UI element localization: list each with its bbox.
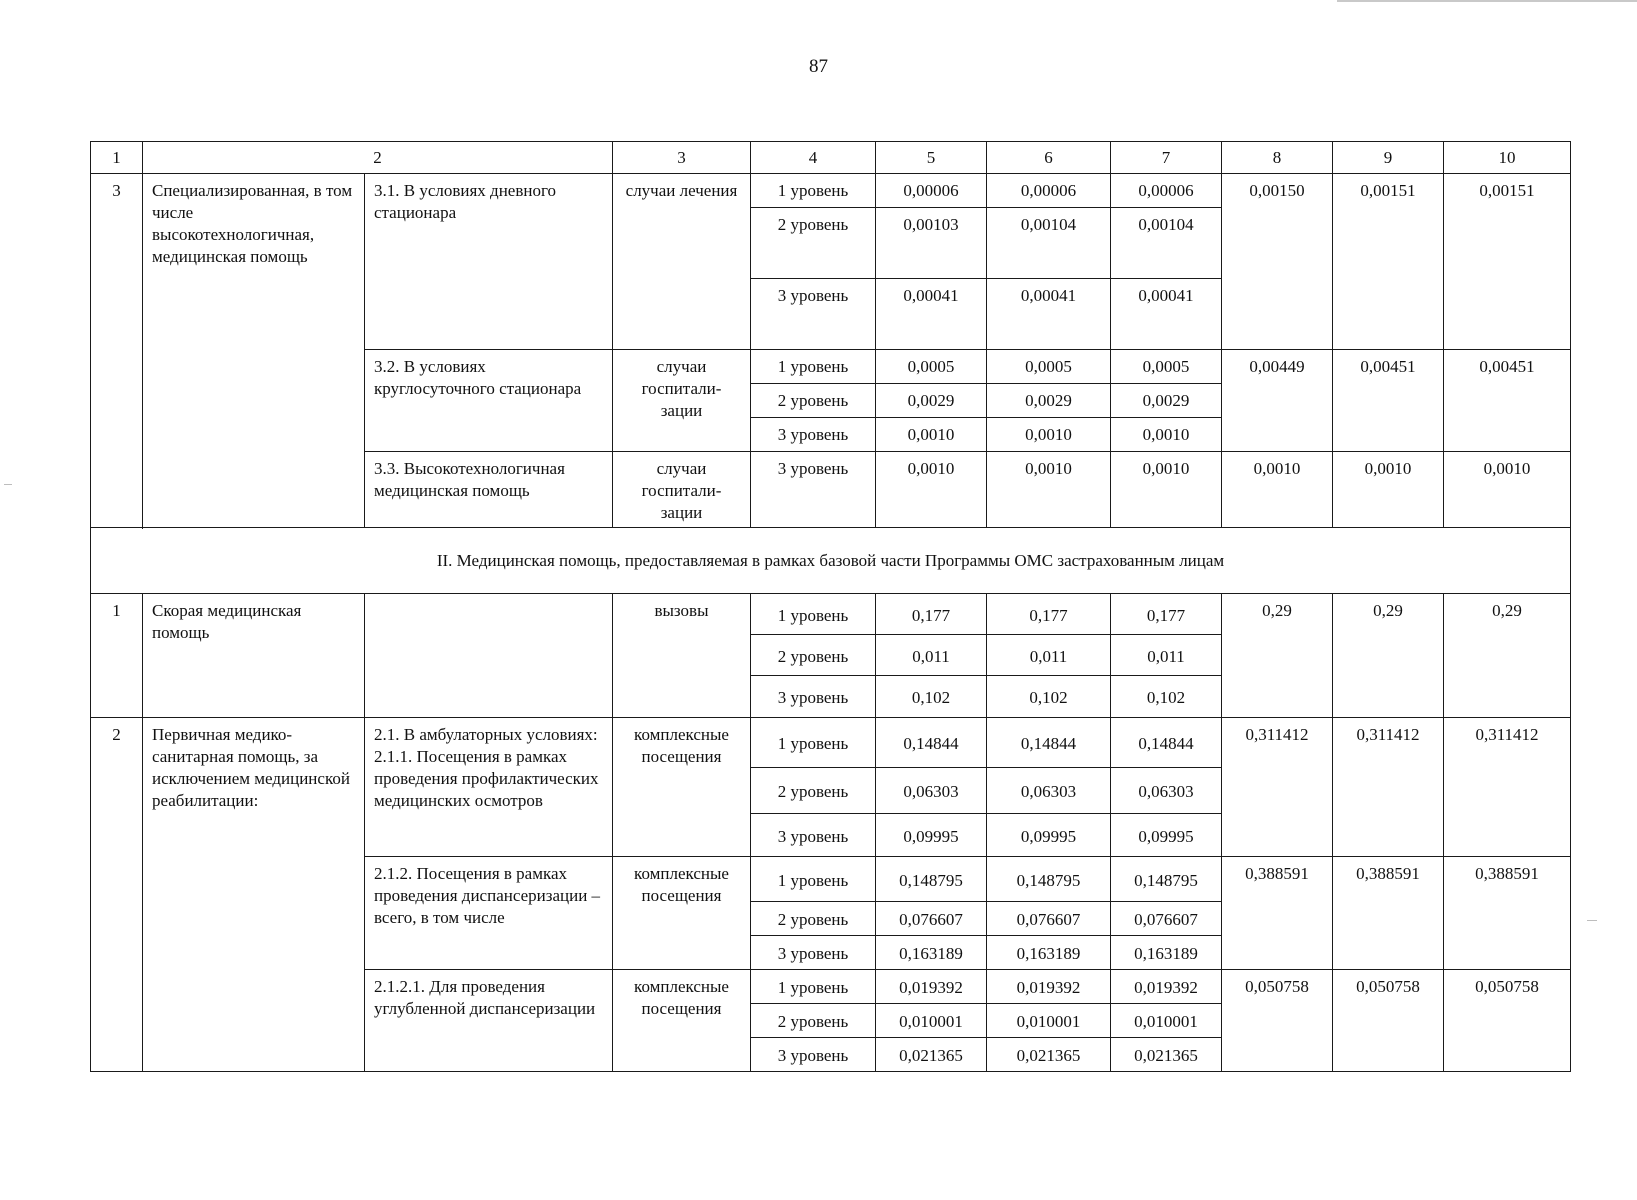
level-label: 2 уровень [751, 1004, 876, 1038]
value-cell: 0,00006 [987, 174, 1111, 208]
value-cell: 0,00451 [1444, 350, 1571, 452]
unit-of-measure: комплексные посещения [613, 857, 751, 970]
value-cell: 0,311412 [1222, 718, 1333, 857]
value-cell: 0,00449 [1222, 350, 1333, 452]
value-cell: 0,29 [1222, 594, 1333, 718]
level-label: 2 уровень [751, 768, 876, 814]
value-cell: 0,177 [1111, 594, 1222, 635]
unit-of-measure: комплексные посещения [613, 970, 751, 1072]
value-cell: 0,388591 [1333, 857, 1444, 970]
value-cell: 0,050758 [1333, 970, 1444, 1072]
value-cell: 0,050758 [1444, 970, 1571, 1072]
header-cell: 6 [987, 142, 1111, 174]
value-cell: 0,00104 [1111, 208, 1222, 279]
care-type-name: Первичная медико-санитарная помощь, за исключением медицинской реабилитации: [143, 718, 365, 1072]
level-label: 3 уровень [751, 418, 876, 452]
header-row [91, 142, 1571, 174]
value-cell: 0,010001 [876, 1004, 987, 1038]
value-cell: 0,0010 [1222, 452, 1333, 528]
row-number: 1 [91, 594, 143, 718]
page-number: 87 [809, 56, 828, 77]
unit-of-measure: случаи госпитали-зации [613, 350, 751, 452]
value-cell: 0,148795 [987, 857, 1111, 902]
header-cell: 4 [751, 142, 876, 174]
value-cell: 0,14844 [987, 718, 1111, 768]
value-cell: 0,102 [876, 676, 987, 718]
value-cell: 0,021365 [876, 1038, 987, 1072]
scan-edge-mark [1587, 920, 1597, 921]
value-cell: 0,00103 [876, 208, 987, 279]
level-label: 1 уровень [751, 350, 876, 384]
value-cell: 0,388591 [1444, 857, 1571, 970]
value-cell: 0,0005 [987, 350, 1111, 384]
value-cell: 0,163189 [876, 936, 987, 970]
header-cell: 2 [143, 142, 613, 174]
value-cell: 0,010001 [1111, 1004, 1222, 1038]
unit-of-measure: вызовы [613, 594, 751, 718]
value-cell: 0,0010 [1111, 418, 1222, 452]
value-cell: 0,0010 [876, 452, 987, 528]
care-volume-table [90, 141, 1571, 1072]
table-row [91, 718, 1571, 768]
value-cell: 0,00041 [987, 279, 1111, 350]
value-cell: 0,0029 [1111, 384, 1222, 418]
scan-edge-mark [4, 484, 12, 485]
value-cell: 0,0029 [987, 384, 1111, 418]
level-label: 3 уровень [751, 936, 876, 970]
value-cell: 0,00104 [987, 208, 1111, 279]
header-cell: 9 [1333, 142, 1444, 174]
value-cell: 0,021365 [1111, 1038, 1222, 1072]
value-cell: 0,29 [1444, 594, 1571, 718]
value-cell: 0,076607 [987, 902, 1111, 936]
header-cell: 1 [91, 142, 143, 174]
care-subtype-heading: 2.1. В амбулаторных условиях: [374, 725, 598, 744]
value-cell: 0,0010 [1444, 452, 1571, 528]
value-cell: 0,050758 [1222, 970, 1333, 1072]
level-label: 3 уровень [751, 279, 876, 350]
value-cell: 0,06303 [876, 768, 987, 814]
care-type-name: Специализированная, в том числе высокотехнологичная, медицинская помощь [143, 174, 365, 528]
value-cell: 0,0029 [876, 384, 987, 418]
level-label: 2 уровень [751, 635, 876, 676]
level-label: 3 уровень [751, 452, 876, 528]
value-cell: 0,0010 [987, 452, 1111, 528]
value-cell: 0,076607 [1111, 902, 1222, 936]
value-cell: 0,09995 [1111, 814, 1222, 857]
level-label: 2 уровень [751, 384, 876, 418]
value-cell: 0,311412 [1444, 718, 1571, 857]
table-row [91, 174, 1571, 208]
care-subtype-name: 3.1. В условиях дневного стационара [365, 174, 613, 350]
value-cell: 0,388591 [1222, 857, 1333, 970]
table-row [91, 594, 1571, 635]
value-cell: 0,00006 [876, 174, 987, 208]
value-cell: 0,0010 [987, 418, 1111, 452]
value-cell: 0,102 [1111, 676, 1222, 718]
level-label: 1 уровень [751, 594, 876, 635]
value-cell: 0,06303 [987, 768, 1111, 814]
care-subtype-name: 2.1.2. Посещения в рамках проведения диспансеризации – всего, в том числе [365, 857, 613, 970]
value-cell: 0,177 [876, 594, 987, 635]
level-label: 3 уровень [751, 814, 876, 857]
unit-of-measure: комплексные посещения [613, 718, 751, 857]
level-label: 1 уровень [751, 174, 876, 208]
header-cell: 5 [876, 142, 987, 174]
value-cell: 0,29 [1333, 594, 1444, 718]
value-cell: 0,019392 [1111, 970, 1222, 1004]
scan-edge-mark [1337, 0, 1637, 2]
header-cell: 7 [1111, 142, 1222, 174]
level-label: 1 уровень [751, 857, 876, 902]
section-title: II. Медицинская помощь, предоставляемая в рамках базовой части Программы ОМС застрахованным лицам [91, 528, 1571, 594]
value-cell: 0,019392 [987, 970, 1111, 1004]
unit-of-measure: случаи госпитали-зации [613, 452, 751, 528]
care-type-name: Скорая медицинская помощь [143, 594, 365, 718]
care-subtype-name: 3.3. Высокотехнологичная медицинская помощь [365, 452, 613, 528]
care-subtype-name [365, 594, 613, 718]
care-subtype-name [365, 718, 613, 857]
value-cell: 0,011 [1111, 635, 1222, 676]
value-cell: 0,00041 [876, 279, 987, 350]
value-cell: 0,011 [876, 635, 987, 676]
value-cell: 0,019392 [876, 970, 987, 1004]
value-cell: 0,0010 [1333, 452, 1444, 528]
value-cell: 0,076607 [876, 902, 987, 936]
value-cell: 0,00150 [1222, 174, 1333, 350]
care-subtype-name: 3.2. В условиях круглосуточного стационара [365, 350, 613, 452]
value-cell: 0,0005 [1111, 350, 1222, 384]
value-cell: 0,148795 [1111, 857, 1222, 902]
value-cell: 0,00151 [1333, 174, 1444, 350]
value-cell: 0,00451 [1333, 350, 1444, 452]
value-cell: 0,14844 [876, 718, 987, 768]
level-label: 3 уровень [751, 676, 876, 718]
value-cell: 0,00151 [1444, 174, 1571, 350]
value-cell: 0,0010 [1111, 452, 1222, 528]
unit-of-measure: случаи лечения [613, 174, 751, 350]
value-cell: 0,14844 [1111, 718, 1222, 768]
value-cell: 0,177 [987, 594, 1111, 635]
value-cell: 0,163189 [987, 936, 1111, 970]
care-subtype-detail: 2.1.1. Посещения в рамках проведения профилактических медицинских осмотров [374, 747, 599, 810]
level-label: 1 уровень [751, 718, 876, 768]
value-cell: 0,010001 [987, 1004, 1111, 1038]
value-cell: 0,09995 [987, 814, 1111, 857]
value-cell: 0,021365 [987, 1038, 1111, 1072]
section-title-row [91, 528, 1571, 594]
value-cell: 0,311412 [1333, 718, 1444, 857]
row-number: 3 [91, 174, 143, 528]
value-cell: 0,163189 [1111, 936, 1222, 970]
care-subtype-name: 2.1.2.1. Для проведения углубленной диспансеризации [365, 970, 613, 1072]
row-number: 2 [91, 718, 143, 1072]
value-cell: 0,148795 [876, 857, 987, 902]
value-cell: 0,00041 [1111, 279, 1222, 350]
value-cell: 0,102 [987, 676, 1111, 718]
value-cell: 0,00006 [1111, 174, 1222, 208]
value-cell: 0,0010 [876, 418, 987, 452]
value-cell: 0,09995 [876, 814, 987, 857]
level-label: 2 уровень [751, 208, 876, 279]
header-cell: 3 [613, 142, 751, 174]
level-label: 3 уровень [751, 1038, 876, 1072]
header-cell: 8 [1222, 142, 1333, 174]
value-cell: 0,06303 [1111, 768, 1222, 814]
value-cell: 0,011 [987, 635, 1111, 676]
header-cell: 10 [1444, 142, 1571, 174]
level-label: 1 уровень [751, 970, 876, 1004]
value-cell: 0,0005 [876, 350, 987, 384]
level-label: 2 уровень [751, 902, 876, 936]
